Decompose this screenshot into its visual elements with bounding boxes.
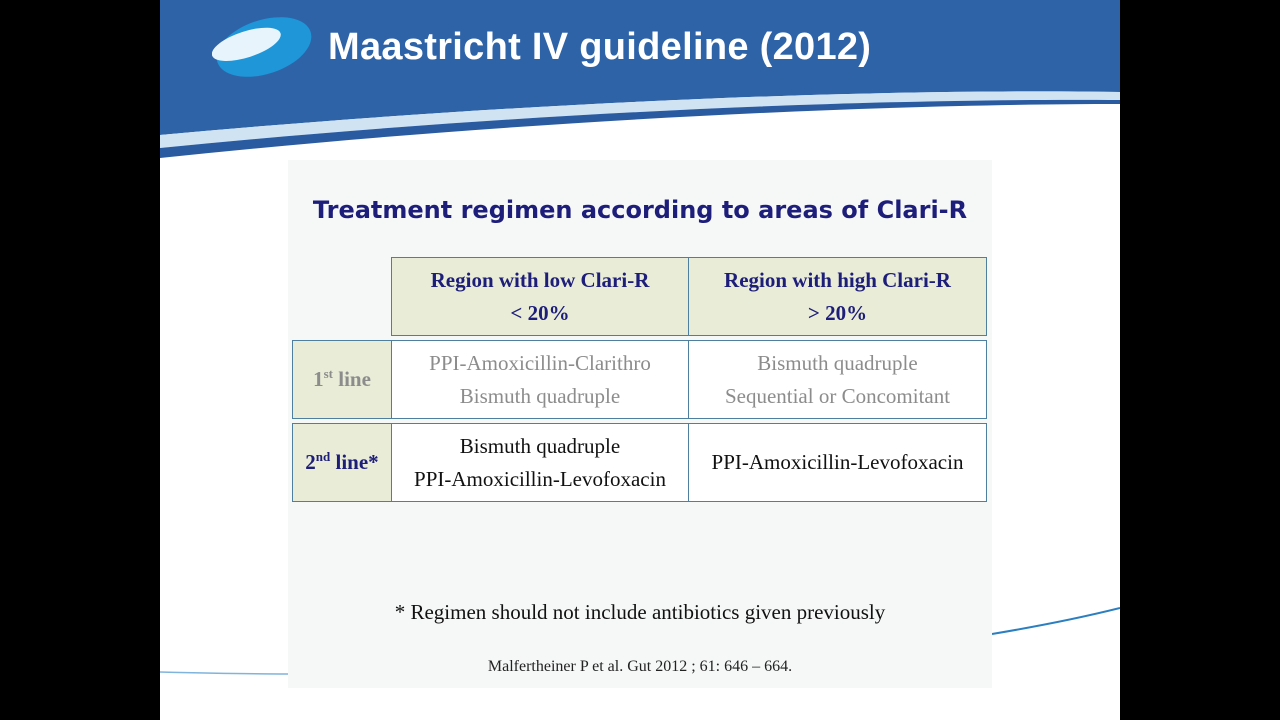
row-label-first-line-text	[313, 363, 371, 396]
cell-first-line-low	[391, 340, 689, 419]
row-label-second-line-text	[305, 446, 378, 479]
header-low-line2: < 20%	[510, 300, 570, 325]
row-label-number: 2	[305, 450, 316, 474]
cell-text: PPI-Amoxicillin-Levofoxacin	[711, 450, 964, 474]
row-label-ordinal: st	[323, 366, 333, 381]
row-label-second-line	[292, 423, 392, 502]
row-label-number: 1	[313, 367, 324, 391]
cell-text: PPI-Amoxicillin-Clarithro	[429, 350, 651, 375]
cell-text: PPI-Amoxicillin-Levofoxacin	[414, 466, 666, 491]
header-high-line1: Region with high Clari-R	[724, 267, 951, 292]
cell-first-line-high	[688, 340, 987, 419]
cell-text: Bismuth quadruple	[459, 433, 621, 458]
header-low-clari-r	[391, 257, 689, 336]
cell-second-line-low	[391, 423, 689, 502]
cell-text: Bismuth quadruple	[757, 350, 918, 375]
logo-icon	[212, 10, 332, 100]
footnote: * Regimen should not include antibiotics given previously	[394, 600, 886, 624]
panel-heading: Treatment regimen according to areas of Clari-R	[312, 196, 968, 224]
cell-text: Sequential or Concomitant	[724, 383, 951, 408]
header-high-line2: > 20%	[807, 300, 868, 325]
header-high-clari-r	[688, 257, 987, 336]
slide	[160, 0, 1120, 720]
row-label-suffix: line*	[330, 450, 379, 474]
row-label-suffix: line	[332, 367, 371, 391]
header-low-line1: Region with low Clari-R	[430, 267, 650, 292]
content-panel	[288, 160, 992, 688]
row-label-first-line	[292, 340, 392, 419]
row-label-ordinal: nd	[315, 449, 331, 464]
cell-text: Bismuth quadruple	[459, 383, 621, 408]
slide-title: Maastricht IV guideline (2012)	[328, 26, 872, 68]
cell-second-line-high	[688, 423, 987, 502]
reference-citation: Malfertheiner P et al. Gut 2012 ; 61: 646 – 664.	[487, 658, 793, 675]
